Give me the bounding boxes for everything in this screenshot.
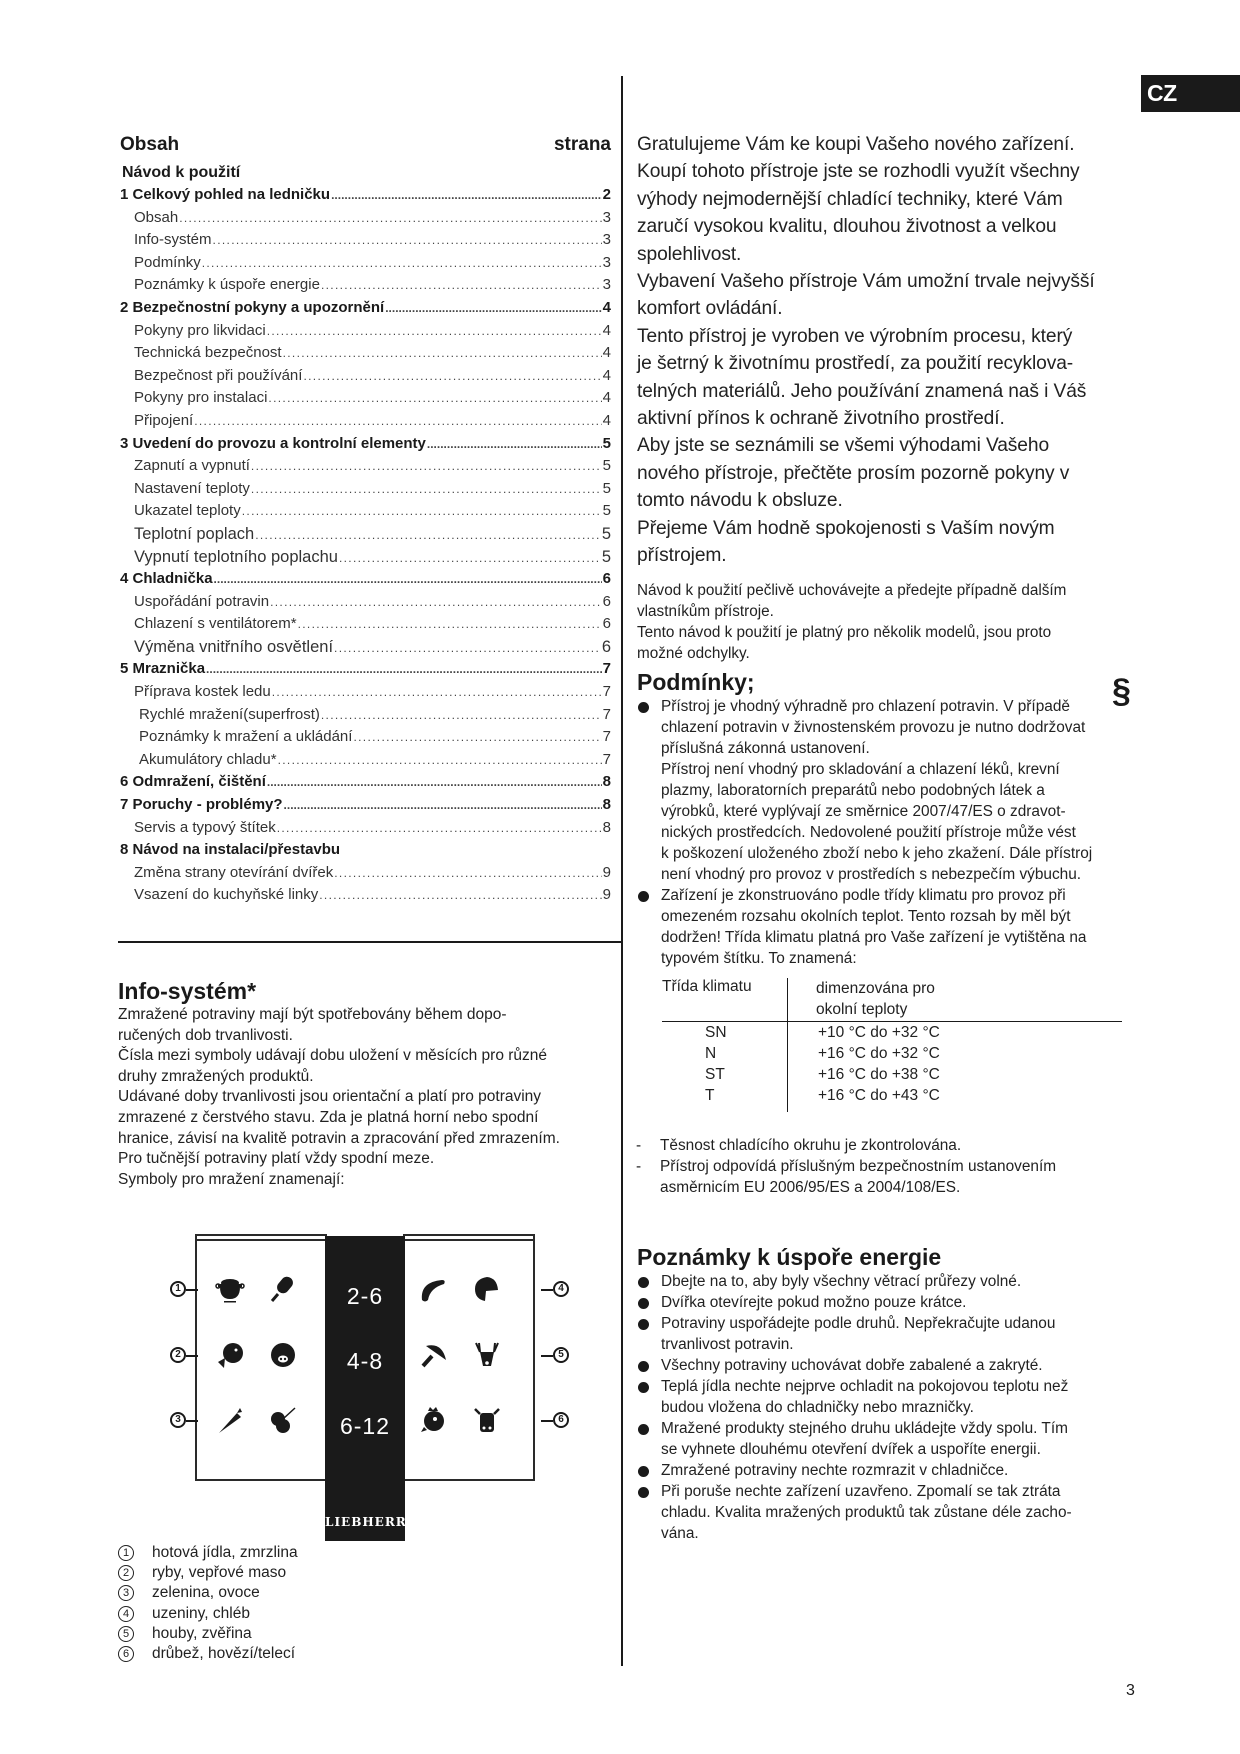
toc-item-label: 2 Bezpečnostní pokyny a upozornění bbox=[120, 298, 385, 316]
toc-item[interactable] bbox=[120, 681, 611, 704]
toc-item[interactable] bbox=[120, 817, 611, 840]
text-line: přístrojem. bbox=[637, 545, 727, 567]
toc-item-page: 6 bbox=[602, 615, 611, 633]
text-line: Návod k použití pečlivě uchovávejte a předejte případně dalším bbox=[637, 581, 1067, 599]
toc-item-page: 5 bbox=[601, 524, 611, 543]
table-row bbox=[662, 1064, 1122, 1085]
climate-class: ST bbox=[705, 1066, 725, 1083]
toc-item[interactable] bbox=[120, 546, 611, 569]
toc-leader-dots bbox=[251, 455, 602, 478]
text-line: Dvířka otevírejte pokud možno pouze krátce. bbox=[661, 1294, 967, 1311]
legend-text: ryby, vepřové maso bbox=[152, 1564, 287, 1582]
marker-3: 3 bbox=[170, 1412, 186, 1428]
marker-line bbox=[186, 1289, 198, 1291]
bullet-item bbox=[637, 1292, 1137, 1313]
text-line: Zařízení je zkonstruováno podle třídy klimatu pro provoz při bbox=[661, 887, 1066, 904]
toc-item[interactable] bbox=[120, 207, 611, 230]
toc-item[interactable] bbox=[120, 478, 611, 501]
text-line: Přístroj odpovídá příslušným bezpečnostním ustanovením a bbox=[660, 1158, 1057, 1196]
toc-leader-dots bbox=[303, 365, 601, 388]
toc-item-label: Chlazení s ventilátorem* bbox=[134, 615, 297, 633]
text-line: zaručí vysokou kvalitu, dlouhou životnost a velkou bbox=[637, 216, 1057, 238]
toc-item-label: 3 Uvedení do provozu a kontrolní elementy bbox=[120, 434, 426, 452]
text-line: Tento přístroj je vyroben ve výrobním procesu, který bbox=[637, 325, 1073, 347]
text-line: ručených dob trvanlivosti. bbox=[118, 1026, 293, 1044]
legend-number bbox=[118, 1543, 152, 1563]
toc-item[interactable] bbox=[120, 365, 611, 388]
bullet-item bbox=[637, 1460, 1137, 1481]
bullet-item bbox=[637, 1376, 1137, 1418]
intro-section bbox=[637, 131, 1137, 664]
climate-class-table bbox=[662, 978, 1122, 1127]
text-line: směrnicím EU 2006/95/ES a 2004/108/ES. bbox=[668, 1179, 961, 1196]
toc-item[interactable] bbox=[120, 726, 611, 749]
text-line: vána. bbox=[661, 1525, 699, 1542]
info-system-text bbox=[118, 1005, 618, 1190]
toc-item-page: 2 bbox=[602, 186, 611, 203]
toc-item-page: 8 bbox=[602, 818, 611, 836]
legend-text: hotová jídla, zmrzlina bbox=[152, 1544, 298, 1561]
temperature-range: +16 °C do +43 °C bbox=[787, 1085, 940, 1106]
intro-text bbox=[637, 131, 1137, 570]
text-line: Mražené produkty stejného druhu ukládejte vždy spolu. Tím bbox=[661, 1420, 1068, 1437]
toc-item-page: 7 bbox=[602, 728, 611, 746]
text-line: Přejeme Vám hodně spokojenosti s Vaším novým bbox=[637, 517, 1055, 539]
toc-item-label: Uspořádání potravin bbox=[134, 592, 270, 610]
text-line: není vhodný pro provoz v prostředích s nebezpečím výbuchu. bbox=[661, 866, 1082, 883]
header-line: okolní teploty bbox=[816, 1001, 908, 1018]
toc-item-label: 4 Chladnička bbox=[120, 570, 213, 588]
table-row bbox=[662, 1022, 1122, 1043]
legend-item bbox=[118, 1543, 298, 1563]
toc-item-page: 4 bbox=[602, 389, 611, 407]
toc-item-label: Poznámky k mražení a ukládání bbox=[139, 728, 353, 746]
toc-item[interactable] bbox=[120, 568, 611, 591]
toc-item-label: Nastavení teploty bbox=[134, 479, 250, 497]
legend-number bbox=[118, 1624, 152, 1644]
circled-number-icon: 2 bbox=[118, 1565, 134, 1581]
text-line: trvanlivost potravin. bbox=[661, 1336, 794, 1353]
toc-leader-dots bbox=[194, 410, 601, 433]
toc-item-page: 7 bbox=[602, 660, 611, 678]
toc-item-page: 5 bbox=[602, 434, 611, 452]
pig-icon bbox=[268, 1340, 298, 1370]
toc-item-page: 3 bbox=[602, 208, 611, 226]
toc-item-label: 8 Návod na instalaci/přestavbu bbox=[120, 841, 341, 859]
bullet-item bbox=[637, 1481, 1137, 1544]
carrot-icon bbox=[215, 1405, 245, 1435]
legend-text: houby, zvěřina bbox=[152, 1624, 252, 1642]
toc-item[interactable] bbox=[120, 229, 611, 252]
compliance-notes bbox=[636, 1135, 1136, 1198]
legend-number bbox=[118, 1604, 152, 1624]
marker-2: 2 bbox=[170, 1347, 186, 1363]
toc-leader-dots bbox=[268, 387, 601, 410]
text-line: chladu. Kvalita mražených produktů tak zůstane déle zacho- bbox=[661, 1504, 1072, 1521]
sausage-icon bbox=[418, 1274, 448, 1304]
marker-5: 5 bbox=[553, 1347, 569, 1363]
toc-item-page: 4 bbox=[602, 344, 611, 362]
text-line: Všechny potraviny uchovávat dobře zabalené a zakryté. bbox=[661, 1357, 1043, 1374]
text-line: se vyhnete dlouhému otevření dvířek a uspoříte energii. bbox=[661, 1441, 1041, 1458]
range-1: 2-6 bbox=[346, 1283, 384, 1309]
circled-number-icon: 4 bbox=[118, 1606, 134, 1622]
intro-note bbox=[637, 580, 1137, 664]
toc-page-column-label: strana bbox=[553, 134, 611, 155]
temperature-range: +16 °C do +32 °C bbox=[787, 1043, 940, 1064]
croissant-icon bbox=[472, 1274, 502, 1304]
circled-number-icon: 6 bbox=[118, 1646, 134, 1662]
toc-leader-dots bbox=[255, 524, 601, 547]
cow-icon bbox=[472, 1405, 502, 1435]
freezer-symbols-diagram bbox=[160, 1222, 580, 1529]
toc-item[interactable] bbox=[120, 274, 611, 297]
fish-icon bbox=[215, 1340, 245, 1370]
text-line: komfort ovládání. bbox=[637, 298, 783, 320]
toc-item-label: Teplotní poplach bbox=[134, 524, 255, 543]
conditions-title: Podmínky; bbox=[637, 669, 755, 695]
legend-item bbox=[118, 1563, 298, 1583]
toc-item[interactable] bbox=[120, 636, 611, 659]
toc-leader-dots bbox=[353, 726, 601, 749]
text-line: Udávané doby trvanlivosti jsou orientační a platí pro potraviny bbox=[118, 1088, 542, 1106]
toc-leader-dots bbox=[339, 547, 601, 570]
toc-item-label: 1 Celkový pohled na ledničku bbox=[120, 186, 331, 203]
text-line: příslušná zákonná ustanovení. bbox=[661, 740, 870, 757]
range-3: 6-12 bbox=[339, 1413, 391, 1439]
toc-leader-dots bbox=[321, 704, 602, 727]
legend-text: zelenina, ovoce bbox=[152, 1584, 260, 1602]
text-line: typovém štítku. To znamená: bbox=[661, 950, 857, 967]
legend-item bbox=[118, 1644, 298, 1664]
toc-item-label: Info-systém bbox=[134, 231, 212, 249]
conditions-section bbox=[637, 668, 1137, 969]
toc-item-label: 7 Poruchy - problémy? bbox=[120, 796, 283, 814]
toc-item-label: Vsazení do kuchyňské linky bbox=[134, 886, 319, 904]
info-system-section bbox=[118, 977, 618, 1190]
toc-item[interactable] bbox=[120, 320, 611, 343]
toc-item-label: Příprava kostek ledu bbox=[134, 683, 271, 701]
marker-line bbox=[541, 1355, 553, 1357]
toc-item-page: 6 bbox=[602, 592, 611, 610]
toc-leader-dots bbox=[202, 252, 602, 275]
toc-item-page: 7 bbox=[602, 683, 611, 701]
toc-item-page: 9 bbox=[602, 863, 611, 881]
section-divider bbox=[118, 941, 621, 943]
language-tab: CZ bbox=[1141, 75, 1240, 112]
toc-leader-dots bbox=[206, 658, 602, 681]
circled-number-icon: 5 bbox=[118, 1626, 134, 1642]
table-row bbox=[662, 1043, 1122, 1064]
text-line: Dbejte na to, aby byly všechny větrací průřezy volné. bbox=[661, 1273, 1022, 1290]
text-line: možné odchylky. bbox=[637, 644, 750, 662]
toc-item-page: 5 bbox=[602, 457, 611, 475]
toc-item[interactable] bbox=[120, 297, 611, 320]
text-line: telných materiálů. Jeho používání znamená naš i Váš bbox=[637, 380, 1087, 402]
text-line: hranice, závisí na kvalitě potravin a zpracování před zmrazením. bbox=[118, 1129, 560, 1147]
text-line: Teplá jídla nechte nejprve ochladit na pokojovou teplotu než bbox=[661, 1378, 1069, 1395]
toc-leader-dots bbox=[321, 274, 602, 297]
toc-item-label: Výměna vnitřního osvětlení bbox=[134, 637, 334, 656]
toc-item[interactable] bbox=[120, 839, 611, 862]
spacer bbox=[787, 1106, 818, 1112]
circled-number-icon: 1 bbox=[118, 1545, 134, 1561]
toc-item-page: 8 bbox=[602, 773, 611, 791]
spacer bbox=[662, 1106, 787, 1127]
toc-item[interactable] bbox=[120, 500, 611, 523]
header-line: dimenzována pro bbox=[816, 980, 935, 997]
toc-leader-dots bbox=[179, 207, 601, 230]
toc-item-label: Pokyny pro instalaci bbox=[134, 389, 268, 407]
text-line: chlazení potravin v živnostenském provozu je nutno dodržovat bbox=[661, 719, 1086, 736]
toc-title: Obsah bbox=[120, 134, 180, 155]
toc-leader-dots bbox=[214, 568, 602, 591]
toc-leader-dots bbox=[278, 749, 602, 772]
toc-item-page: 4 bbox=[602, 366, 611, 384]
toc-item[interactable] bbox=[120, 591, 611, 614]
text-line: spolehlivost. bbox=[637, 243, 742, 265]
toc-leader-dots bbox=[319, 884, 601, 907]
toc-leader-dots bbox=[334, 637, 601, 660]
toc-item-label: Obsah bbox=[134, 208, 179, 226]
text-line: je šetrný k životnímu prostředí, za použití recyklova- bbox=[637, 353, 1074, 375]
text-line: tomto návodu k obsluze. bbox=[637, 490, 843, 512]
legend-number bbox=[118, 1644, 152, 1664]
toc-item-label: Pokyny pro likvidaci bbox=[134, 321, 266, 339]
toc-item-label: 5 Mraznička bbox=[120, 660, 206, 678]
text-line: aktivní přínos k ochraně životního prostředí. bbox=[637, 408, 1005, 430]
toc-item[interactable] bbox=[120, 771, 611, 794]
marker-6: 6 bbox=[553, 1412, 569, 1428]
text-line: Při poruše nechte zařízení uzavřeno. Zpomalí se tak ztráta bbox=[661, 1483, 1061, 1500]
ice-cream-icon bbox=[268, 1274, 298, 1304]
toc-item-page: 4 bbox=[602, 411, 611, 429]
temperature-range: +16 °C do +38 °C bbox=[787, 1064, 940, 1085]
toc-item-page: 4 bbox=[602, 321, 611, 339]
text-line: Přístroj je vhodný výhradně pro chlazení potravin. V případě bbox=[661, 698, 1070, 715]
toc-item[interactable] bbox=[120, 749, 611, 772]
toc-item-page: 7 bbox=[602, 705, 611, 723]
toc-leader-dots bbox=[267, 771, 602, 794]
toc-item[interactable] bbox=[120, 433, 611, 456]
toc-item[interactable] bbox=[120, 794, 611, 817]
toc-item-label: Vypnutí teplotního poplachu bbox=[134, 547, 338, 566]
text-line: budou vložena do chladničky nebo mrazničky. bbox=[661, 1399, 974, 1416]
table-of-contents bbox=[120, 134, 611, 907]
toc-item-label: Ukazatel teploty bbox=[134, 502, 241, 520]
toc-item[interactable] bbox=[120, 184, 611, 207]
marker-line bbox=[541, 1289, 553, 1291]
toc-item[interactable] bbox=[120, 455, 611, 478]
toc-item-label: 6 Odmražení, čištění bbox=[120, 773, 266, 791]
legend-number bbox=[118, 1583, 152, 1603]
table-body bbox=[662, 1022, 1122, 1127]
toc-item[interactable] bbox=[120, 862, 611, 885]
paragraph-section-icon: § bbox=[1112, 672, 1131, 710]
text-line: Aby jste se seznámili se všemi výhodami Vašeho bbox=[637, 435, 1050, 457]
legend-item bbox=[118, 1624, 298, 1644]
energy-tips-list bbox=[637, 1271, 1137, 1544]
bullet-item bbox=[636, 1135, 1136, 1156]
toc-item-label: Připojení bbox=[134, 411, 194, 429]
bullet-item bbox=[637, 1355, 1137, 1376]
toc-item[interactable] bbox=[120, 252, 611, 275]
text-line: Zmražené potraviny nechte rozmrazit v chladničce. bbox=[661, 1462, 1009, 1479]
circled-number-icon: 3 bbox=[118, 1585, 134, 1601]
toc-item-page: 8 bbox=[602, 796, 611, 814]
toc-item[interactable] bbox=[120, 523, 611, 546]
table-row bbox=[662, 1085, 1122, 1106]
bullet-item bbox=[637, 1418, 1137, 1460]
brand-logo: LIEBHERR bbox=[325, 1515, 407, 1529]
toc-leader-dots bbox=[427, 433, 602, 456]
col-header-class: Třída klimatu bbox=[662, 978, 752, 995]
text-line: výhody nejmodernější chladící techniky, které Vám bbox=[637, 188, 1063, 210]
text-line: Koupí tohoto přístroje jste se rozhodli využít všechny bbox=[637, 161, 1080, 183]
toc-item-page: 5 bbox=[602, 479, 611, 497]
text-line: nového přístroje, přečtěte prosím pozorně pokyny v bbox=[637, 462, 1070, 484]
conditions-list bbox=[637, 696, 1137, 969]
legend-number bbox=[118, 1563, 152, 1583]
toc-leader-dots bbox=[272, 681, 602, 704]
toc-item-label: Bezpečnost při používání bbox=[134, 366, 303, 384]
bullet-item bbox=[637, 1313, 1137, 1355]
toc-leader-dots bbox=[331, 184, 602, 207]
column-divider bbox=[621, 76, 623, 1666]
text-line: Symboly pro mražení znamenají: bbox=[118, 1170, 345, 1188]
toc-subtitle: Návod k použití bbox=[122, 164, 241, 181]
toc-leader-dots bbox=[283, 342, 602, 365]
bullet-item bbox=[637, 696, 1137, 885]
toc-item-page: 3 bbox=[602, 276, 611, 294]
toc-item[interactable] bbox=[120, 658, 611, 681]
toc-list bbox=[120, 184, 611, 907]
marker-4: 4 bbox=[553, 1281, 569, 1297]
text-line: Přístroj není vhodný pro skladování a chlazení léků, krevní bbox=[661, 761, 1060, 778]
toc-leader-dots bbox=[267, 320, 602, 343]
text-line: Těsnost chladícího okruhu je zkontrolována. bbox=[660, 1137, 962, 1154]
text-line: Zmražené potraviny mají být spotřebovány během dopo- bbox=[118, 1006, 507, 1023]
toc-item[interactable] bbox=[120, 342, 611, 365]
toc-item-label: Změna strany otevírání dvířek bbox=[134, 863, 334, 881]
marker-line bbox=[541, 1420, 553, 1422]
climate-class: T bbox=[705, 1087, 715, 1104]
bullet-item bbox=[637, 885, 1137, 969]
toc-item-label: Zapnutí a vypnutí bbox=[134, 457, 250, 475]
energy-section bbox=[637, 1243, 1137, 1544]
toc-item-page: 5 bbox=[602, 502, 611, 520]
text-line: Potraviny uspořádejte podle druhů. Nepřekračujte udanou bbox=[661, 1315, 1056, 1332]
deer-icon bbox=[472, 1340, 502, 1370]
energy-title: Poznámky k úspoře energie bbox=[637, 1244, 942, 1270]
toc-item-label: Servis a typový štítek bbox=[134, 818, 276, 836]
col-header-temperature bbox=[787, 978, 935, 1021]
text-line: druhy zmražených produktů. bbox=[118, 1067, 314, 1085]
bullet-item bbox=[636, 1156, 1136, 1198]
legend-item bbox=[118, 1583, 298, 1603]
text-line: Tento návod k použití je platný pro několik modelů, jsou proto bbox=[637, 623, 1052, 641]
text-line: Pro tučnější potraviny platí vždy spodní meze. bbox=[118, 1150, 435, 1168]
toc-item[interactable] bbox=[120, 613, 611, 636]
toc-leader-dots bbox=[242, 500, 602, 523]
mushroom-icon bbox=[418, 1340, 448, 1370]
toc-item[interactable] bbox=[120, 387, 611, 410]
toc-item[interactable] bbox=[120, 410, 611, 433]
pot-icon bbox=[215, 1274, 245, 1304]
toc-item-page: 6 bbox=[601, 637, 611, 656]
text-line: k poškození uloženého zboží nebo k jeho zkažení. Dále přístroj bbox=[661, 845, 1093, 862]
toc-item-page: 6 bbox=[602, 570, 611, 588]
marker-line bbox=[186, 1420, 198, 1422]
symbol-legend bbox=[118, 1543, 298, 1664]
bullet-item bbox=[637, 1271, 1137, 1292]
chicken-icon bbox=[418, 1405, 448, 1435]
marker-1: 1 bbox=[170, 1281, 186, 1297]
text-line: dodržen! Třída klimatu platná pro Vaše zařízení je vytištěna na bbox=[661, 929, 1087, 946]
toc-item-page: 7 bbox=[602, 750, 611, 768]
toc-item-label: Technická bezpečnost bbox=[134, 344, 282, 362]
toc-item-label: Akumulátory chladu* bbox=[139, 750, 277, 768]
toc-item-page: 3 bbox=[602, 231, 611, 249]
text-line: plazmy, laboratorních preparátů nebo podobných látek a bbox=[661, 782, 1045, 799]
toc-item-label: Rychlé mražení(superfrost) bbox=[139, 705, 320, 723]
table-header bbox=[662, 978, 1122, 1022]
legend-text: drůbež, hovězí/telecí bbox=[152, 1644, 296, 1662]
climate-class: N bbox=[705, 1045, 717, 1062]
toc-leader-dots bbox=[213, 229, 602, 252]
marker-line bbox=[186, 1355, 198, 1357]
toc-item-page: 4 bbox=[602, 298, 611, 316]
toc-item[interactable] bbox=[120, 704, 611, 727]
toc-leader-dots bbox=[284, 794, 602, 817]
text-line: Vybavení Vašeho přístroje Vám umožní trvale nejvyšší bbox=[637, 271, 1095, 293]
toc-item-page: 5 bbox=[601, 547, 611, 566]
text-line: omezeném rozsahu okolních teplot. Tento rozsah by měl být bbox=[661, 908, 1071, 925]
diagram-center-strip bbox=[325, 1236, 405, 1541]
text-line: nických prostředcích. Nedovolené použití přístroje může vést bbox=[661, 824, 1076, 841]
text-line: výrobků, které vyplývají ze směrnice 2007/47/ES o zdravot- bbox=[661, 803, 1066, 820]
info-system-title: Info-systém* bbox=[118, 978, 257, 1004]
toc-leader-dots bbox=[270, 591, 602, 614]
toc-leader-dots bbox=[251, 478, 602, 501]
climate-class: SN bbox=[705, 1024, 727, 1041]
toc-leader-dots bbox=[334, 862, 601, 885]
temperature-range: +10 °C do +32 °C bbox=[787, 1022, 940, 1043]
toc-leader-dots bbox=[277, 817, 602, 840]
toc-item-page: 3 bbox=[602, 253, 611, 271]
legend-text: uzeniny, chléb bbox=[152, 1604, 250, 1622]
text-line: Gratulujeme Vám ke koupi Vašeho nového zařízení. bbox=[637, 134, 1075, 155]
legend-item bbox=[118, 1604, 298, 1624]
table-row-spacer bbox=[662, 1106, 1122, 1127]
page-number: 3 bbox=[1126, 1682, 1135, 1699]
toc-item-label: Podmínky bbox=[134, 253, 201, 271]
toc-item-label: Poznámky k úspoře energie bbox=[134, 276, 320, 294]
cherries-icon bbox=[268, 1405, 298, 1435]
toc-header bbox=[120, 134, 611, 162]
toc-leader-dots bbox=[298, 613, 602, 636]
range-2: 4-8 bbox=[346, 1348, 384, 1374]
text-line: vlastníkům přístroje. bbox=[637, 602, 774, 620]
toc-leader-dots bbox=[385, 297, 601, 320]
toc-item[interactable] bbox=[120, 884, 611, 907]
toc-item-page: 9 bbox=[602, 886, 611, 904]
text-line: zmrazené z čerstvého stavu. Zda je platná horní nebo spodní bbox=[118, 1108, 539, 1126]
text-line: Čísla mezi symboly udávají dobu uložení v měsících pro různé bbox=[118, 1047, 548, 1065]
